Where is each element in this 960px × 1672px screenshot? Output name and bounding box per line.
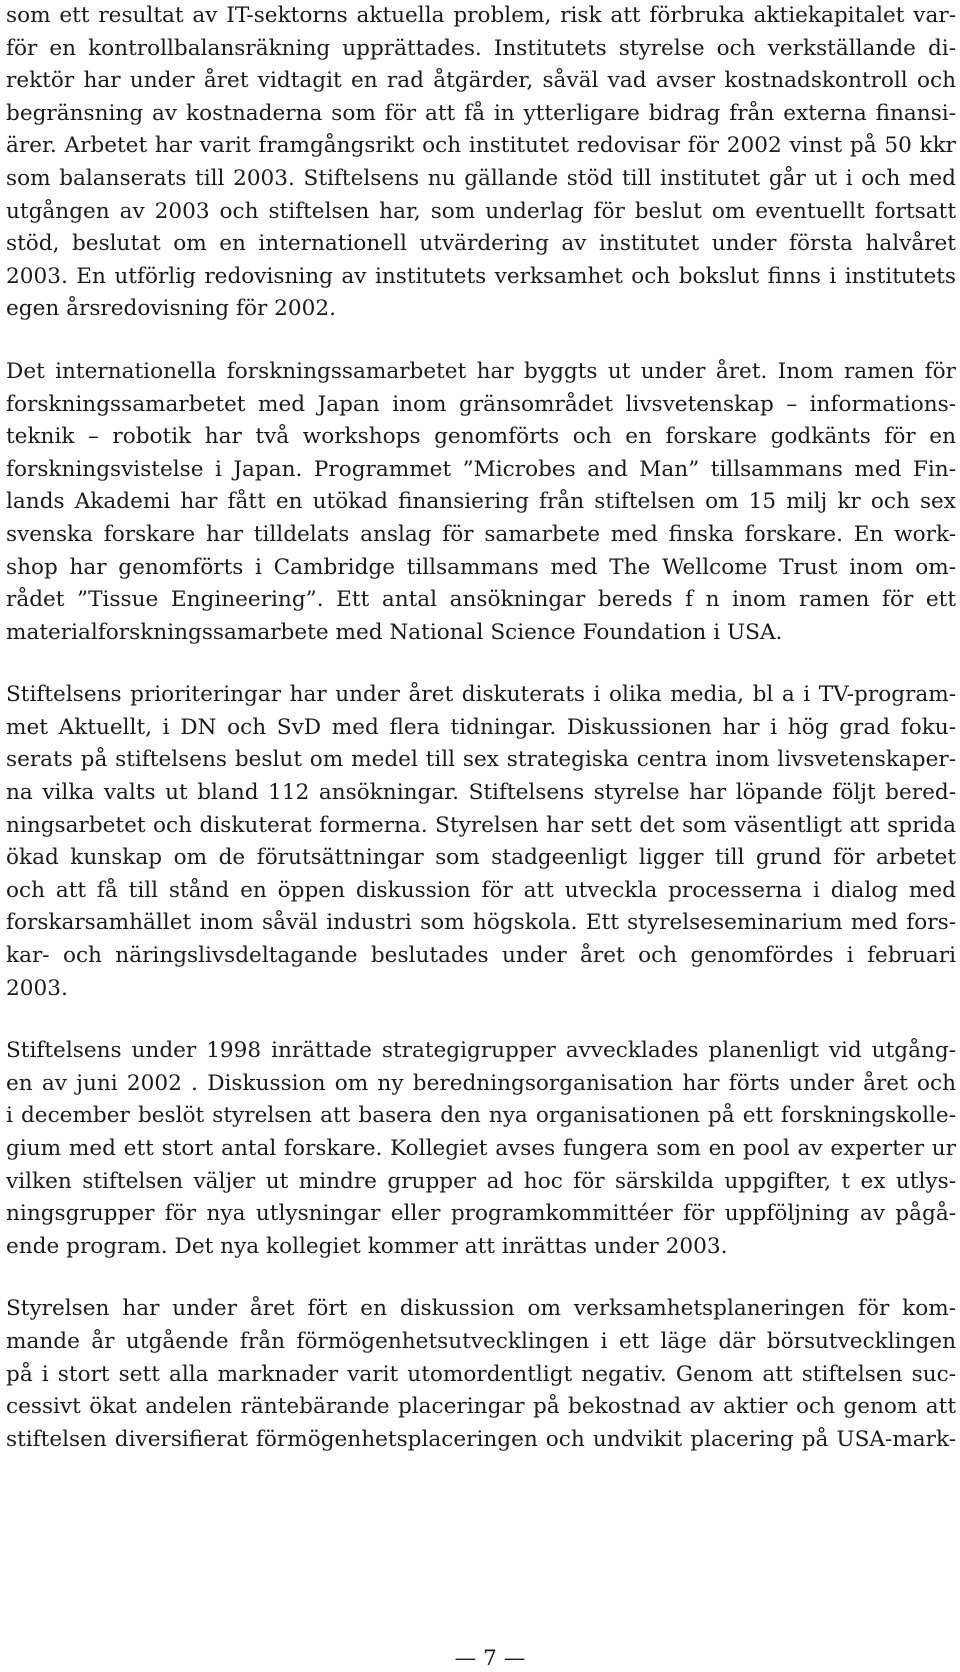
paragraph-spacer <box>6 649 956 679</box>
text-line: 2003. <box>6 975 68 1001</box>
paragraph-strategy-groups <box>6 1035 956 1263</box>
text-line: på i stort sett alla marknader varit utomordentligt negativ. Genom att stiftelsen suc- <box>6 1361 956 1387</box>
text-line: utgången av 2003 och stiftelsen har, som underlag för beslut om eventuellt fortsatt <box>6 198 956 224</box>
paragraph-institute-report <box>6 0 956 326</box>
text-line: och att få till stånd en öppen diskussion för att utveckla processerna i dialog med <box>6 877 956 903</box>
text-line: ningsarbetet och diskuterat formerna. Styrelsen har sett det som väsentligt att sprida <box>6 812 956 838</box>
text-line: Det internationella forskningssamarbetet har byggts ut under året. Inom ramen för <box>6 358 956 384</box>
paragraph-priorities-media <box>6 679 956 1005</box>
text-line: 2003. En utförlig redovisning av institutets verksamhet och bokslut finns i institutets <box>6 263 956 289</box>
page-number: — 7 — <box>454 1646 526 1671</box>
text-line: ärer. Arbetet har varit framgångsrikt och institutet redovisar för 2002 vinst på 50 kkr <box>6 133 956 159</box>
paragraph-spacer <box>6 326 956 356</box>
text-line: na vilka valts ut bland 112 ansökningar. Stiftelsens styrelse har löpande följt bered- <box>6 780 956 806</box>
text-line: cessivt ökat andelen räntebärande placeringar på bekostnad av aktier och genom att <box>6 1394 956 1420</box>
text-line: egen årsredovisning för 2002. <box>6 296 336 322</box>
paragraph-spacer <box>6 1005 956 1035</box>
text-line: gium med ett stort antal forskare. Kollegiet avses fungera som en pool av experter ur <box>6 1136 956 1161</box>
text-line: kar- och näringslivsdeltagande beslutades under året och genomfördes i februari <box>6 943 956 969</box>
text-line: materialforskningssamarbete med National Science Foundation i USA. <box>6 619 783 645</box>
text-line: som balanserats till 2003. Stiftelsens nu gällande stöd till institutet går ut i och med <box>6 165 956 191</box>
text-line: ende program. Det nya kollegiet kommer att inrättas under 2003. <box>6 1233 728 1259</box>
text-line: som ett resultat av IT-sektorns aktuella problem, risk att förbruka aktiekapitalet var- <box>6 3 956 28</box>
text-line: stiftelsen diversifierat förmögenhetsplaceringen och undvikit placering på USA-mark- <box>6 1426 956 1452</box>
text-line: shop har genomförts i Cambridge tillsammans med The Wellcome Trust inom om- <box>6 554 956 580</box>
text-line: vilken stiftelsen väljer ut mindre grupper ad hoc för särskilda uppgifter, t ex utlys- <box>6 1168 956 1194</box>
paragraph-operations-planning <box>6 1293 956 1456</box>
text-line: svenska forskare har tilldelats anslag för samarbete med finska forskare. En work- <box>6 521 956 547</box>
text-line: för en kontrollbalansräkning upprättades. Institutets styrelse och verkställande di- <box>6 35 956 61</box>
text-line: i december beslöt styrelsen att basera den nya organisationen på ett forskningskolle- <box>6 1103 956 1129</box>
text-line: forskningsvistelse i Japan. Programmet ”Microbes and Man” tillsammans med Fin- <box>6 456 956 482</box>
text-line: ningsgrupper för nya utlysningar eller programkommittéer för uppföljning av pågå- <box>6 1201 956 1227</box>
text-line: forskarsamhället inom såväl industri som högskola. Ett styrelseseminarium med fors- <box>6 910 956 936</box>
text-line: Stiftelsens under 1998 inrättade strategigrupper avvecklades planenligt vid utgång- <box>6 1038 956 1064</box>
text-line: forskningssamarbetet med Japan inom gränsområdet livsvetenskap – informations- <box>6 391 956 417</box>
text-line: met Aktuellt, i DN och SvD med flera tidningar. Diskussionen har i hög grad foku- <box>6 714 956 740</box>
text-line: mande år utgående från förmögenhetsutvecklingen i ett läge där börsutvecklingen <box>6 1328 956 1354</box>
text-line: Styrelsen har under året fört en diskussion om verksamhetsplaneringen för kom- <box>6 1296 956 1322</box>
text-line: rektör har under året vidtagit en rad åtgärder, såväl vad avser kostnadskontroll och <box>6 68 956 94</box>
text-line: begränsning av kostnaderna som för att få in ytterligare bidrag från externa finansi- <box>6 100 956 126</box>
text-line: en av juni 2002 . Diskussion om ny beredningsorganisation har förts under året och <box>6 1070 956 1096</box>
text-line: ökad kunskap om de förutsättningar som stadgeenligt ligger till grund för arbetet <box>6 845 956 871</box>
text-line: lands Akademi har fått en utökad finansiering från stiftelsen om 15 milj kr och sex <box>6 489 956 515</box>
paragraph-international-cooperation <box>6 356 956 649</box>
text-line: serats på stiftelsens beslut om medel till sex strategiska centra inom livsvetenskaper- <box>6 747 956 773</box>
paragraph-spacer <box>6 1263 956 1293</box>
text-line: Stiftelsens prioriteringar har under året diskuterats i olika media, bl a i TV-program- <box>6 682 956 708</box>
document-page <box>6 0 956 1456</box>
text-line: teknik – robotik har två workshops genomförts och en forskare godkänts för en <box>6 424 956 450</box>
text-line: stöd, beslutat om en internationell utvärdering av institutet under första halvåret <box>6 231 956 257</box>
text-line: rådet ”Tissue Engineering”. Ett antal ansökningar bereds f n inom ramen för ett <box>6 587 956 613</box>
